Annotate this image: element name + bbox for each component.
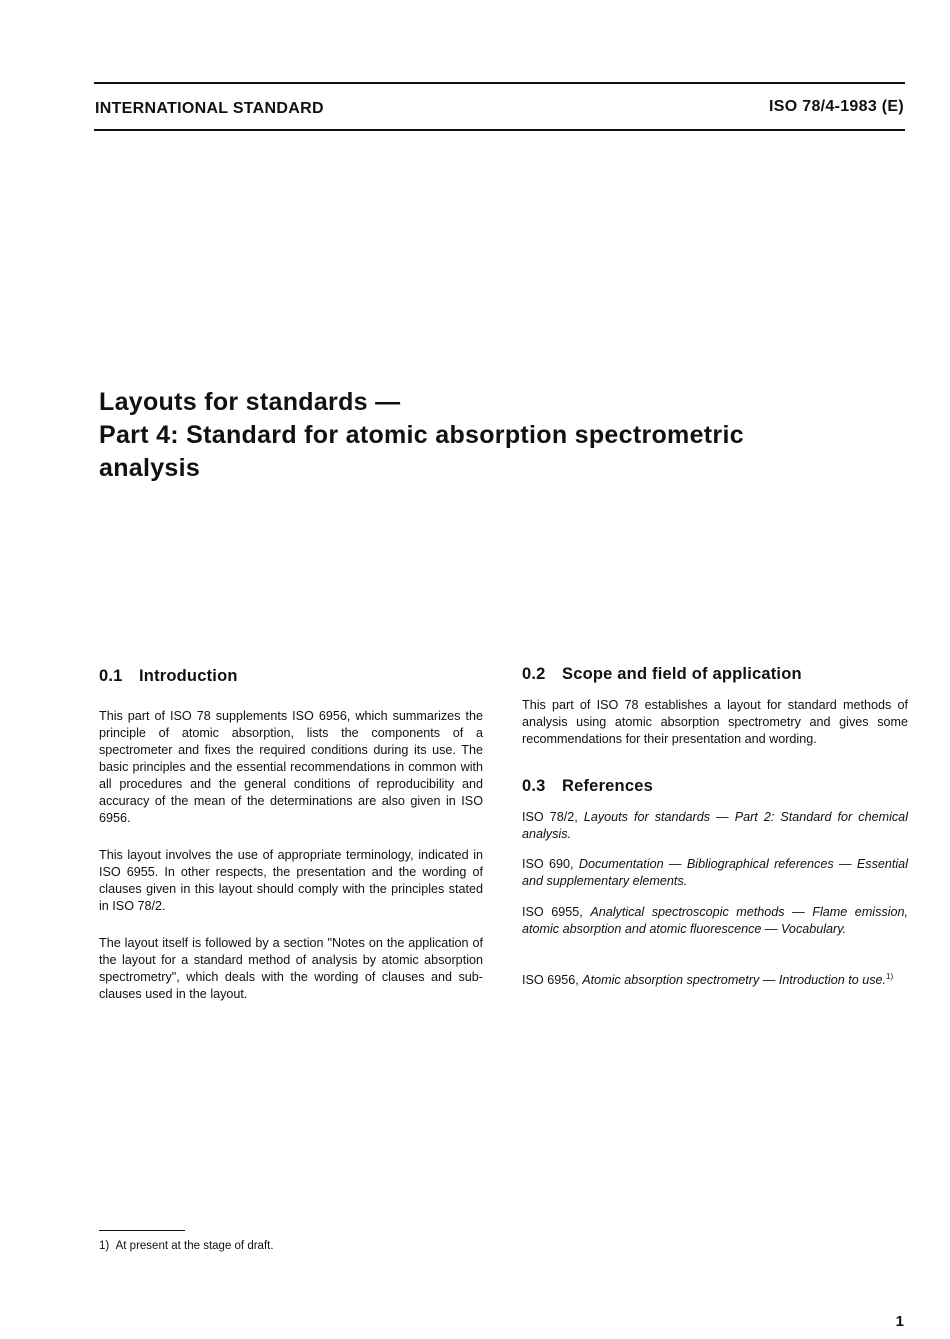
intro-paragraph-2 [99,847,483,915]
footnote-rule [99,1230,185,1231]
header-left: INTERNATIONAL STANDARD [95,100,324,117]
section-number: 0.1 [99,667,123,685]
footnote [99,1240,274,1252]
paragraph-text: This part of ISO 78 establishes a layout for standard methods of analysis using atomic absorption spectrometry and gives some recommendations for their presentation and wording. [522,698,908,746]
footnote-marker: 1) [886,972,894,981]
reference-title: Layouts for standards — Part 2: Standard for chemical analysis. [522,810,908,841]
section-title: Introduction [139,667,238,685]
section-references-heading [522,777,653,796]
intro-paragraph-1 [99,708,483,827]
section-intro-heading [99,667,238,686]
reference-code: ISO 6956, [522,973,579,987]
paragraph-text: The layout itself is followed by a section "Notes on the application of the layout for a standard method of analysis by atomic absorption spectrometry", which deals with the wording of clauses and sub-clauses used in the layout. [99,936,483,1001]
section-title: References [562,777,653,795]
reference-item [522,968,908,989]
intro-paragraph-3 [99,935,483,1003]
reference-title: Analytical spectroscopic methods — Flame emission, atomic absorption and atomic fluorescence — Vocabulary. [522,905,909,936]
reference-code: ISO 690, [522,857,574,871]
reference-code: ISO 6955, [522,905,583,919]
paragraph-text: This layout involves the use of appropriate terminology, indicated in ISO 6955. In other respects, the presentation and the wording of clauses given in this layout should comply with the principles stated in ISO 78/2. [99,848,483,913]
section-scope-heading [522,665,802,684]
document-title [99,386,899,485]
header-bottom-rule [94,129,905,131]
scope-paragraph [522,697,908,748]
footnote-text: At present at the stage of draft. [115,1240,274,1252]
reference-item [522,856,908,890]
section-number: 0.2 [522,665,546,683]
title-line-2: Part 4: Standard for atomic absorption spectrometric [99,421,744,449]
title-line-3: analysis [99,454,201,482]
header-right: ISO 78/4-1983 (E) [769,98,904,115]
reference-item [522,809,908,843]
reference-code: ISO 78/2, [522,810,578,824]
section-title: Scope and field of application [562,665,802,683]
reference-item [522,904,908,938]
reference-title: Atomic absorption spectrometry — Introduction to use. [582,973,887,987]
footnote-marker: 1) [99,1240,110,1252]
title-line-1: Layouts for standards — [99,388,401,416]
reference-title: Documentation — Bibliographical references — Essential and supplementary elements. [522,857,908,888]
section-number: 0.3 [522,777,546,795]
paragraph-text: This part of ISO 78 supplements ISO 6956, which summarizes the principle of atomic absorption, lists the components of a spectrometer and fixes the required conditions during its use. The basic principles and the essential recommendations in common with all procedures and the general conditions of reproducibility and accuracy of the mean of the determinations are also given in ISO 6956. [99,709,483,825]
page-number: 1 [895,1313,904,1330]
header-top-rule [94,82,905,84]
